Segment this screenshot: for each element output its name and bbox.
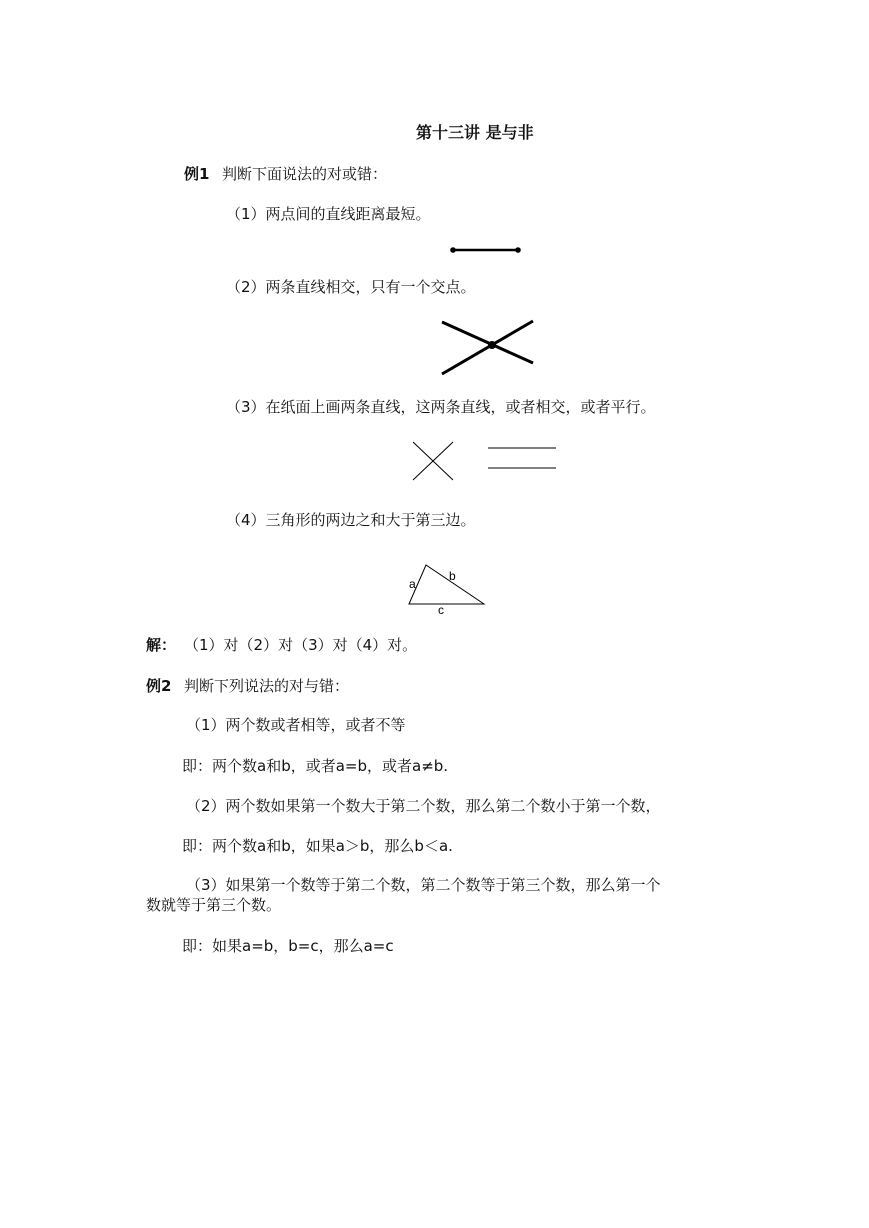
example1-item-4: （4）三角形的两边之和大于第三边。 (226, 511, 476, 529)
example2-line-4: 即：两个数a和b，如果a＞b，那么b＜a. (182, 837, 453, 855)
example2-line-5: （3）如果第一个数等于第二个数，第二个数等于第三个数，那么第一个 (186, 876, 661, 894)
intersect-and-parallel-figure (405, 436, 565, 486)
triangle-side-a-label: a (409, 577, 416, 591)
example1-item-3: （3）在纸面上画两条直线，这两条直线，或者相交，或者平行。 (226, 398, 656, 416)
solution1-label: 解： (146, 636, 177, 654)
example1-item-1: （1）两点间的直线距离最短。 (226, 205, 431, 223)
triangle-side-b-label: b (449, 569, 456, 583)
triangle-side-c-label: c (438, 603, 444, 617)
example2-label: 例2 (146, 677, 172, 695)
line-segment-figure (440, 240, 530, 260)
example2-prompt: 判断下列说法的对与错： (184, 677, 350, 695)
intersecting-lines-figure (435, 315, 545, 380)
triangle-figure (400, 558, 495, 617)
solution1-text: （1）对（2）对（3）对（4）对。 (184, 636, 418, 654)
example2-line-7: 即：如果a=b，b=c，那么a=c (182, 937, 394, 955)
example2-line-3: （2）两个数如果第一个数大于第二个数，那么第二个数小于第一个数， (186, 797, 661, 815)
page-title: 第十三讲 是与非 (416, 123, 534, 142)
example1-label: 例1 (184, 165, 210, 183)
example2-line-2: 即：两个数a和b，或者a=b，或者a≠b. (182, 757, 449, 775)
example1-prompt: 判断下面说法的对或错： (222, 165, 388, 183)
example1-item-2: （2）两条直线相交，只有一个交点。 (226, 278, 476, 296)
example2-line-1: （1）两个数或者相等，或者不等 (186, 716, 406, 734)
example2-line-6: 数就等于第三个数。 (146, 896, 282, 914)
